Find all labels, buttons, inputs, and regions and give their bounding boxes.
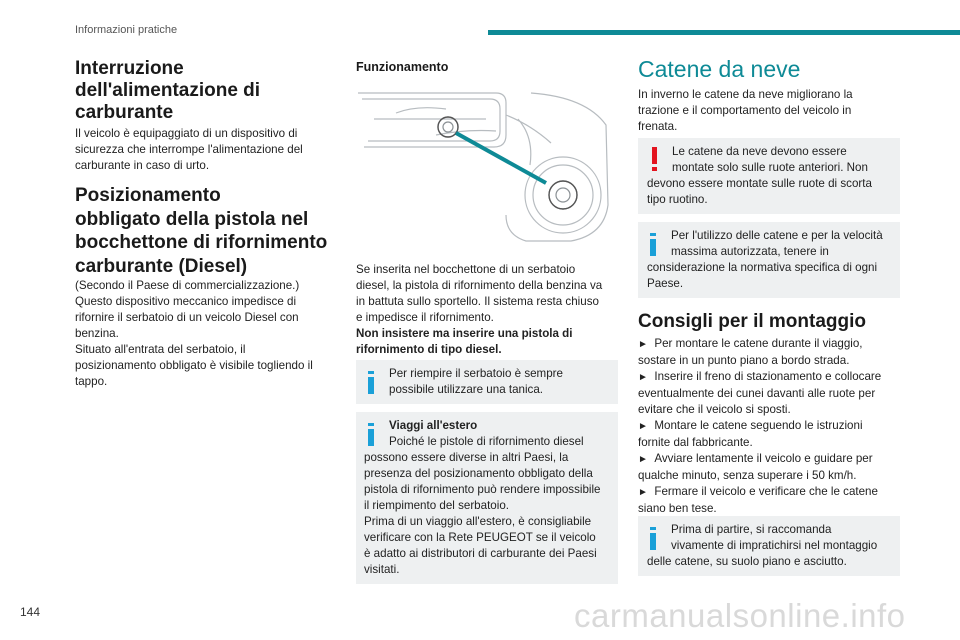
heading-interruzione: Interruzione dell'alimentazione di carburante xyxy=(75,58,261,123)
warning-note-catene: Le catene da neve devono essere montate solo sulle ruote anteriori. Non devono essere montate sulle ruote di scorta tipo ruotino. xyxy=(638,138,900,214)
fuel-filler-illustration xyxy=(356,85,612,245)
info-note-velocita: Per l'utilizzo delle catene e per la velocità massima autorizzata, tenere in considerazione la normativa specifica di ogni Paese. xyxy=(638,222,900,298)
list-item: ► Avviare lentamente il veicolo e guidare per xyxy=(638,452,873,465)
list-item: ► Montare le catene seguendo le istruzioni xyxy=(638,419,863,432)
section-accent-bar xyxy=(488,30,960,35)
heading-consigli: Consigli per il montaggio xyxy=(638,311,866,332)
info-note-viaggi: Viaggi all'estero Poiché le pistole di rifornimento diesel possono essere diverse in altri Paesi, la presenza del posizionamento obbligato della pistola di rifornimento può rendere impossibile il riempimento del serbatoio. Prima di un viaggio all'estero, è consigliabile verificare con la Rete PEUGEOT se il veicolo è adatto ai distributori di carburante dei Paesi visitati. xyxy=(356,412,618,584)
list-item: ► Per montare le catene durante il viaggio, xyxy=(638,337,863,350)
heading-funzionamento: Funzionamento xyxy=(356,60,449,74)
watermark: carmanualsonline.info xyxy=(574,597,906,634)
steps-list: ► Per montare le catene durante il viaggio, sostare in un punto piano a bordo strada. ► Inserire il freno di stazionamento e collocare eventualmente dei cunei davanti alle ruote per evitare che il veicolo si sposti. ► Montare le catene seguendo le istruzioni fornite dal fabbricante. ► Avviare lentamente il veicolo e guidare per qualche minuto, senza superare i 50 km/h. ► Fermare il veicolo e verificare che le catene siano ben tese. xyxy=(638,337,882,515)
info-note-pratica: Prima di partire, si raccomanda vivamente di impratichirsi nel montaggio delle catene, su suolo piano e asciutto. xyxy=(638,516,900,576)
list-item: ► Inserire il freno di stazionamento e collocare xyxy=(638,370,882,383)
paragraph-catene: In inverno le catene da neve migliorano la trazione e il comportamento del veicolo in frenata. xyxy=(638,88,853,133)
page-number: 144 xyxy=(20,605,41,619)
info-note-tanica: Per riempire il serbatoio è sempre possibile utilizzare una tanica. xyxy=(356,360,618,404)
heading-catene: Catene da neve xyxy=(638,56,801,82)
list-item: ► Fermare il veicolo e verificare che le catene xyxy=(638,485,878,498)
paragraph-posizionamento: (Secondo il Paese di commercializzazione.) Questo dispositivo meccanico impedisce di rifornire il serbatoio di un veicolo Diesel con benzina. Situato all'entrata del serbatoio, il posizionamento obbligato è visibile togliendo il tappo. xyxy=(75,279,313,388)
paragraph-interruzione: Il veicolo è equipaggiato di un dispositivo di sicurezza che interrompe l'alimentazione del carburante in caso di urto. xyxy=(75,127,303,172)
heading-posizionamento: Posizionamento obbligato della pistola nel bocchettone di rifornimento carburante (Diesel) xyxy=(75,185,328,277)
paragraph-funzionamento: Se inserita nel bocchettone di un serbatoio diesel, la pistola di rifornimento della benzina va in battuta sullo sportello. Il sistema resta chiuso e impedisce il rifornimento. Non insistere ma inserire una pistola di rifornimento di tipo diesel. xyxy=(356,263,603,356)
section-header-title: Informazioni pratiche xyxy=(75,24,178,36)
